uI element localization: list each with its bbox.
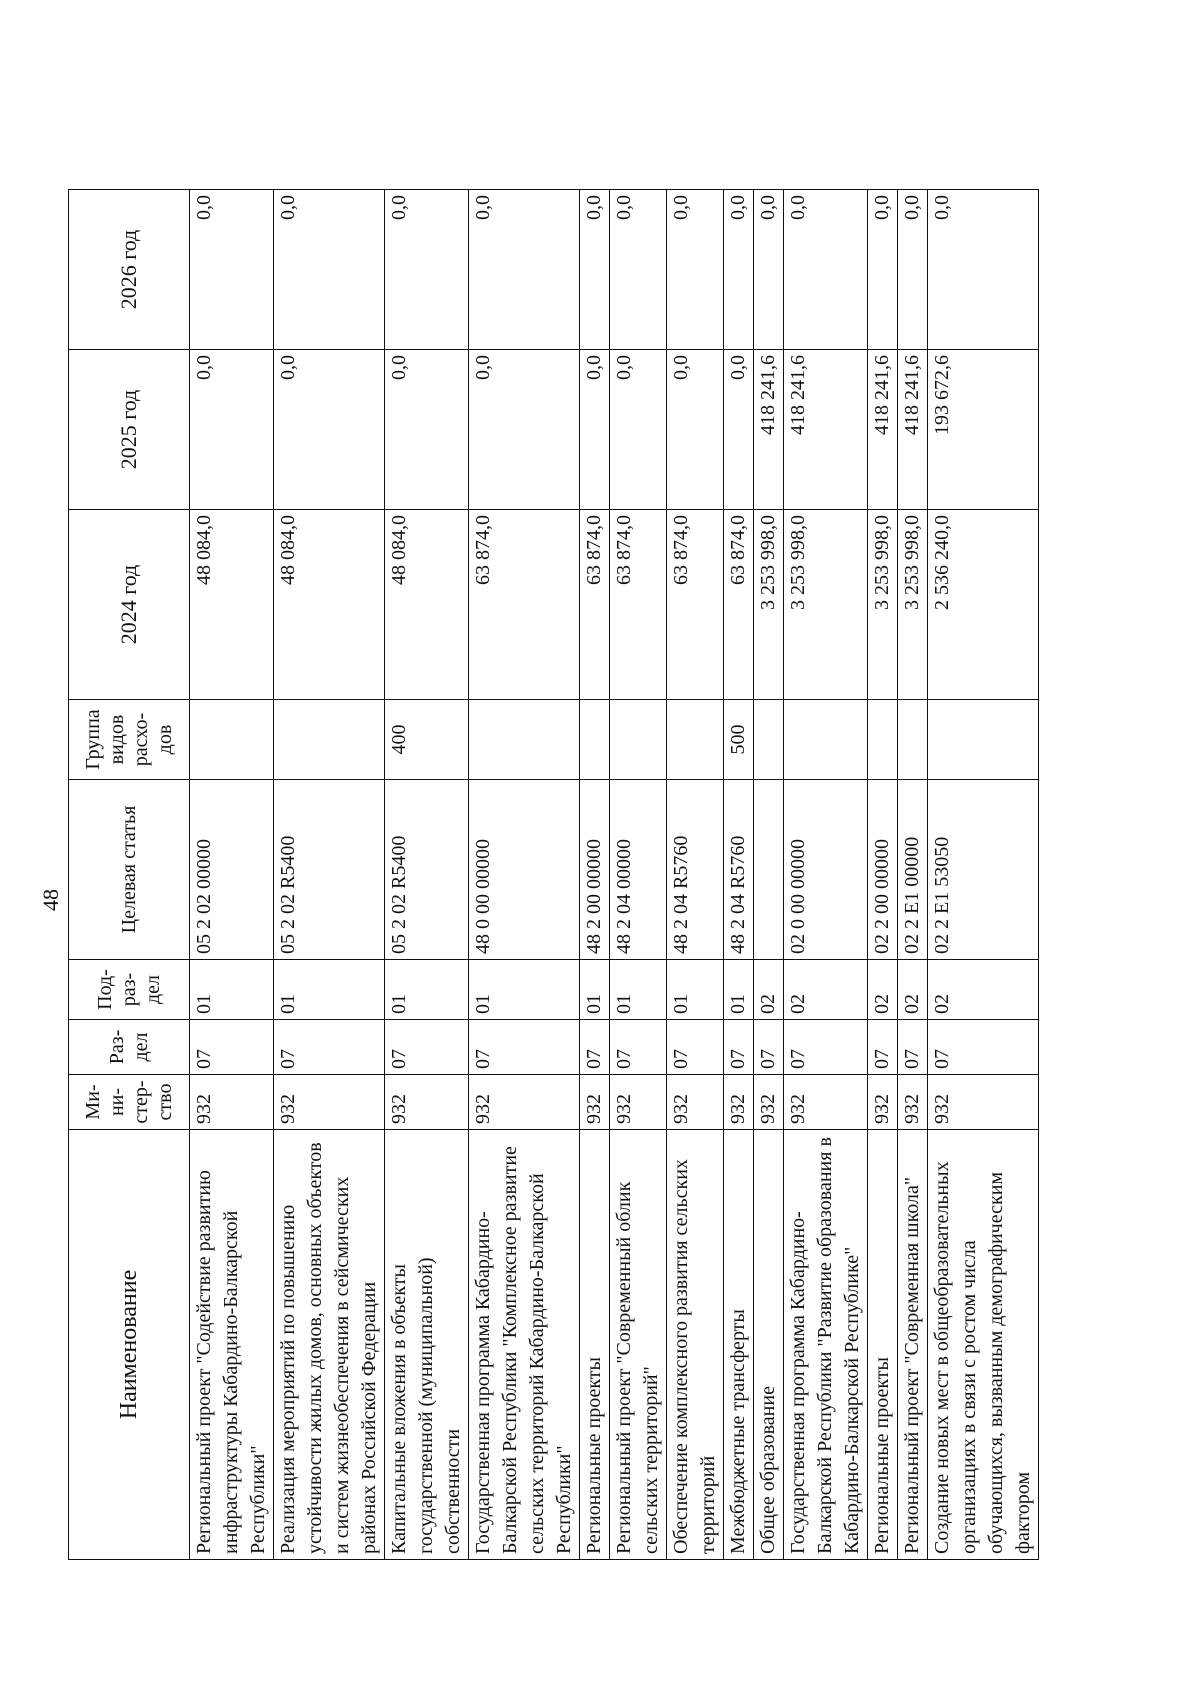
row-2024: 63 874,0 [580,510,610,700]
table-row [898,190,928,1560]
header-subsection: Под-раз-дел [69,960,190,1020]
header-2025: 2025 год [69,350,190,510]
row-section: 07 [610,1020,667,1075]
row-subsection: 01 [274,960,385,1020]
row-name: Региональные проекты [580,1130,610,1560]
row-group: 500 [724,700,754,780]
row-group [469,700,580,780]
row-group [274,700,385,780]
row-section: 07 [928,1020,1039,1075]
row-2024: 63 874,0 [724,510,754,700]
row-2025: 418 241,6 [754,350,784,510]
row-ministry: 932 [928,1075,1039,1130]
row-target: 02 2 00 00000 [868,780,898,960]
row-group [667,700,724,780]
row-2025: 418 241,6 [868,350,898,510]
row-2026: 0,0 [469,190,580,350]
row-target: 05 2 02 R5400 [274,780,385,960]
row-subsection: 01 [469,960,580,1020]
row-name: Капитальные вложения в объекты государственной (муниципальной) собственности [385,1130,469,1560]
row-target: 48 2 04 00000 [610,780,667,960]
row-group [868,700,898,780]
row-target: 48 2 04 R5760 [667,780,724,960]
row-ministry: 932 [274,1075,385,1130]
row-2026: 0,0 [385,190,469,350]
row-name: Обеспечение комплексного развития сельских территорий [667,1130,724,1560]
row-group [898,700,928,780]
row-2026: 0,0 [190,190,274,350]
row-target: 05 2 02 R5400 [385,780,469,960]
row-subsection: 02 [928,960,1039,1020]
row-ministry: 932 [469,1075,580,1130]
row-target: 02 2 E1 53050 [928,780,1039,960]
row-section: 07 [190,1020,274,1075]
row-ministry: 932 [724,1075,754,1130]
row-section: 07 [667,1020,724,1075]
row-2025: 0,0 [724,350,754,510]
row-name: Региональный проект "Современный облик сельских территорий" [610,1130,667,1560]
row-2025: 0,0 [469,350,580,510]
row-group [928,700,1039,780]
table-row [385,190,469,1560]
row-section: 07 [724,1020,754,1075]
row-name: Реализация мероприятий по повышению устойчивости жилых домов, основных объектов и систем жизнеобеспечения в сейсмических районах Российской Федерации [274,1130,385,1560]
row-section: 07 [868,1020,898,1075]
table-row [724,190,754,1560]
row-group: 400 [385,700,469,780]
row-name: Региональные проекты [868,1130,898,1560]
row-name: Государственная программа Кабардино-Балкарской Республики "Комплексное развитие сельских территорий Кабардино-Балкарской Республики" [469,1130,580,1560]
row-group [610,700,667,780]
row-subsection: 01 [667,960,724,1020]
table-row [868,190,898,1560]
table-header-row [69,190,190,1560]
row-2024: 3 253 998,0 [754,510,784,700]
row-2024: 3 253 998,0 [868,510,898,700]
row-2026: 0,0 [868,190,898,350]
row-section: 07 [784,1020,868,1075]
row-ministry: 932 [898,1075,928,1130]
row-subsection: 02 [784,960,868,1020]
row-2026: 0,0 [754,190,784,350]
row-2024: 48 084,0 [274,510,385,700]
row-2025: 418 241,6 [784,350,868,510]
row-subsection: 02 [868,960,898,1020]
table-row [274,190,385,1560]
row-2025: 0,0 [274,350,385,510]
row-2024: 3 253 998,0 [784,510,868,700]
table-row [610,190,667,1560]
row-2024: 63 874,0 [667,510,724,700]
row-2026: 0,0 [667,190,724,350]
row-2025: 0,0 [667,350,724,510]
row-2024: 48 084,0 [385,510,469,700]
header-target: Целевая статья [69,780,190,960]
row-2024: 63 874,0 [469,510,580,700]
row-target [754,780,784,960]
table-row [190,190,274,1560]
row-target: 48 0 00 00000 [469,780,580,960]
header-ministry: Ми-ни-стер-ство [69,1075,190,1130]
row-subsection: 02 [754,960,784,1020]
row-subsection: 01 [190,960,274,1020]
row-ministry: 932 [190,1075,274,1130]
row-target: 48 2 00 00000 [580,780,610,960]
row-name: Региональный проект "Содействие развитию инфраструктуры Кабардино-Балкарской Республики" [190,1130,274,1560]
row-subsection: 01 [610,960,667,1020]
row-target: 05 2 02 00000 [190,780,274,960]
row-group [190,700,274,780]
row-2026: 0,0 [928,190,1039,350]
row-2025: 0,0 [190,350,274,510]
row-name: Общее образование [754,1130,784,1560]
row-subsection: 01 [580,960,610,1020]
row-2026: 0,0 [898,190,928,350]
row-target: 02 0 00 00000 [784,780,868,960]
row-2026: 0,0 [580,190,610,350]
row-2025: 193 672,6 [928,350,1039,510]
table-row [667,190,724,1560]
table-row [580,190,610,1560]
row-ministry: 932 [580,1075,610,1130]
row-group [580,700,610,780]
row-ministry: 932 [385,1075,469,1130]
row-ministry: 932 [754,1075,784,1130]
row-subsection: 01 [385,960,469,1020]
row-target: 02 2 E1 00000 [898,780,928,960]
row-target: 48 2 04 R5760 [724,780,754,960]
row-section: 07 [898,1020,928,1075]
page-number: 48 [38,889,63,911]
row-subsection: 01 [724,960,754,1020]
row-2024: 63 874,0 [610,510,667,700]
budget-table [68,189,1039,1560]
header-name: Наименование [69,1130,190,1560]
row-name: Государственная программа Кабардино-Балкарской Республики "Развитие образования в Кабардино-Балкарской Республике" [784,1130,868,1560]
row-group [784,700,868,780]
row-subsection: 02 [898,960,928,1020]
table-row [928,190,1039,1560]
row-ministry: 932 [784,1075,868,1130]
row-2025: 0,0 [610,350,667,510]
row-name: Межбюджетные трансферты [724,1130,754,1560]
row-name: Создание новых мест в общеобразовательных организациях в связи с ростом числа обучающихся, вызванным демографическим фактором [928,1130,1039,1560]
row-section: 07 [385,1020,469,1075]
rotated-page [30,110,1120,1700]
row-2024: 2 536 240,0 [928,510,1039,700]
header-group: Группа видов расхо-дов [69,700,190,780]
row-2025: 0,0 [580,350,610,510]
row-section: 07 [754,1020,784,1075]
row-ministry: 932 [667,1075,724,1130]
row-section: 07 [469,1020,580,1075]
row-2026: 0,0 [784,190,868,350]
row-2026: 0,0 [610,190,667,350]
row-2026: 0,0 [274,190,385,350]
row-2024: 3 253 998,0 [898,510,928,700]
row-ministry: 932 [610,1075,667,1130]
header-2026: 2026 год [69,190,190,350]
table-row [469,190,580,1560]
row-group [754,700,784,780]
row-2025: 0,0 [385,350,469,510]
table-row [754,190,784,1560]
row-section: 07 [274,1020,385,1075]
row-ministry: 932 [868,1075,898,1130]
table-row [784,190,868,1560]
row-2025: 418 241,6 [898,350,928,510]
header-section: Раз-дел [69,1020,190,1075]
header-2024: 2024 год [69,510,190,700]
row-section: 07 [580,1020,610,1075]
row-2024: 48 084,0 [190,510,274,700]
row-2026: 0,0 [724,190,754,350]
row-name: Региональный проект "Современная школа" [898,1130,928,1560]
